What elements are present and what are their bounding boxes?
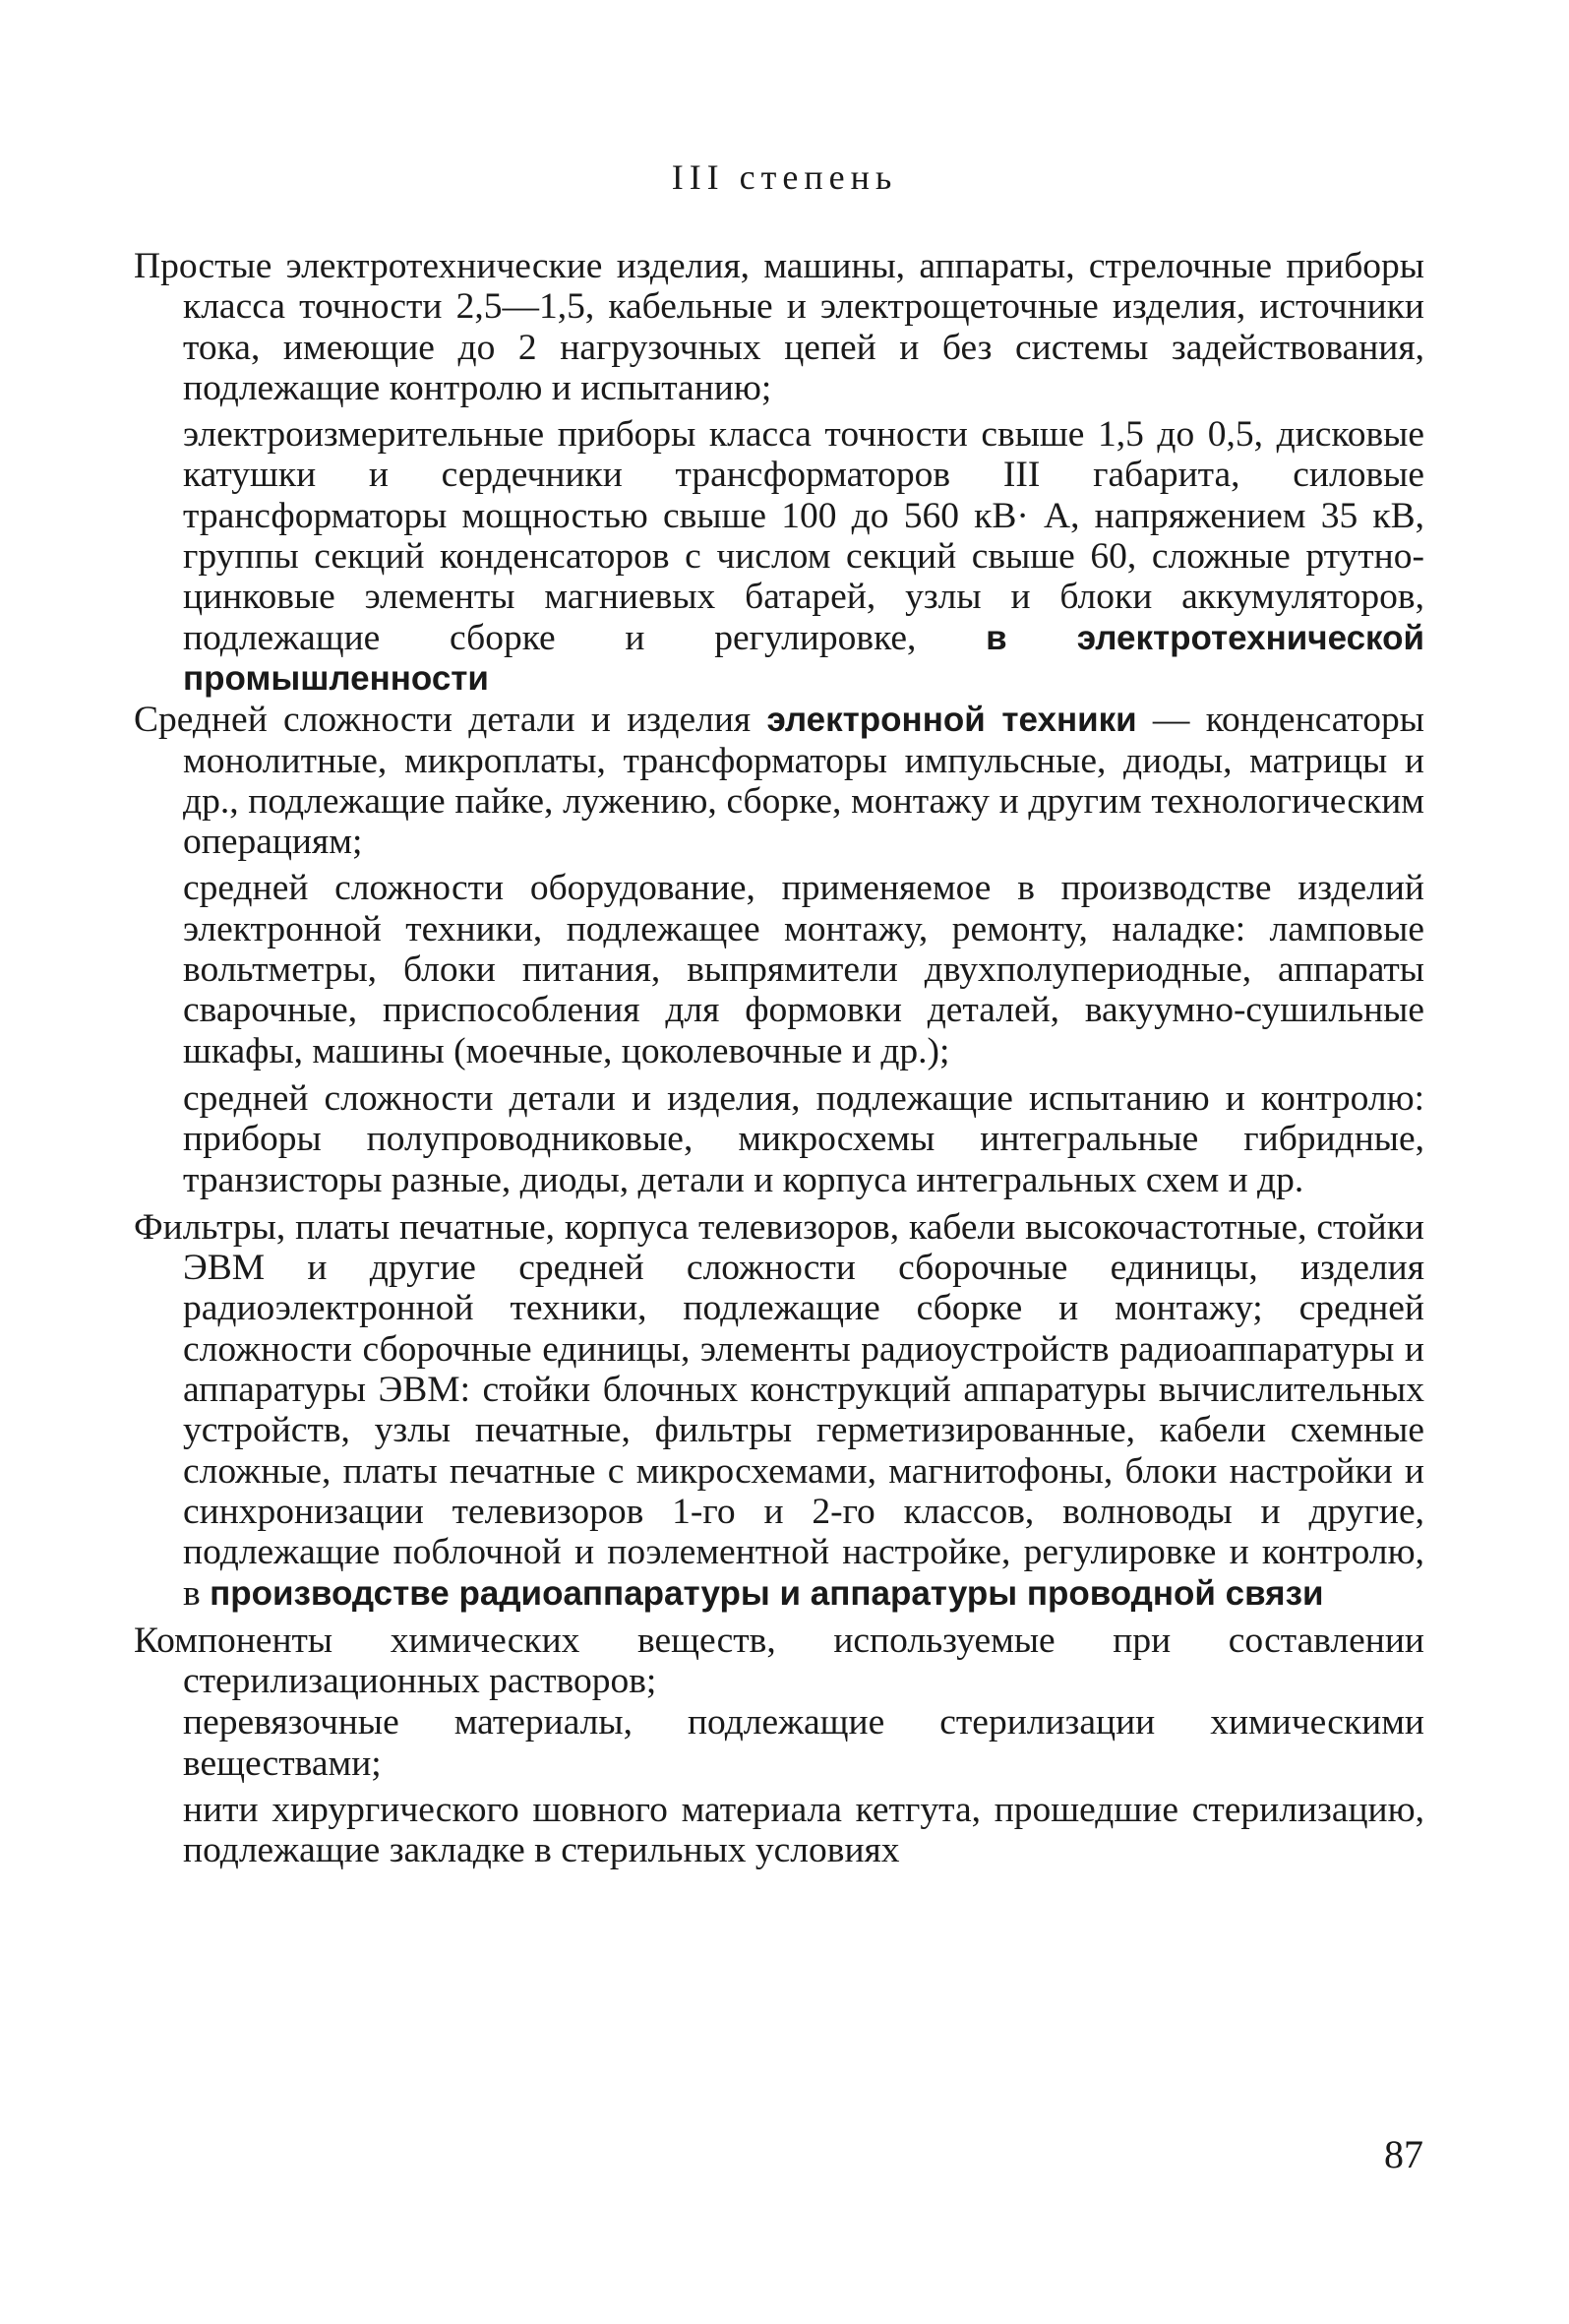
paragraph-dressing-materials — [134, 1702, 1424, 1784]
paragraph-text: нити хирургического шовного материала кетгута, прошедшие стерилизацию, подлежащие закладке в стерильных условиях — [183, 1789, 1424, 1871]
paragraph-text: Простые электротехнические изделия, машины, аппараты, стрелочные приборы класса точности 2,5—1,5, кабельные и электрощеточные изделия, источники тока, имеющие до 2 нагрузочных цепей и без системы задействования, подлежащие контролю и испытанию; — [134, 246, 1424, 408]
industry-label: электронной техники — [766, 701, 1137, 740]
paragraph-text: средней сложности оборудование, применяемое в производстве изделий электронной техники, подлежащее монтажу, ремонту, наладке: ламповые вольтметры, блоки питания, выпрямители двухполупериодные, аппараты сварочные, приспособления для формовки деталей, вакуумно-сушильные шкафы, машины (моечные, цоколевочные и др.); — [183, 868, 1424, 1071]
paragraph-radio-equipment — [134, 1207, 1424, 1614]
paragraph-text: перевязочные материалы, подлежащие стерилизации химическими веществами; — [183, 1702, 1424, 1784]
paragraph-text: Компоненты химических веществ, используемые при составлении стерилизационных растворов; — [134, 1620, 1424, 1702]
paragraph-text-lead: Средней сложности детали и изделия — [134, 700, 767, 741]
paragraph-text: электроизмерительные приборы класса точности свыше 1,5 до 0,5, дисковые катушки и сердечники трансформаторов III габарита, силовые трансформаторы мощностью свыше 100 до 560 кВ· А, напряжением 35 кВ, группы секций конденсаторов с числом секций свыше 60, сложные ртутно-цинковые элементы магниевых батарей, узлы и блоки аккумуляторов, подлежащие сборке и регулировке, — [183, 414, 1424, 658]
section-heading: III степень — [671, 157, 898, 197]
industry-label: в электротехнической промышленности — [183, 618, 1424, 698]
paragraph-electronic-equipment — [134, 868, 1424, 1070]
paragraph-chemical-components — [134, 1621, 1424, 1702]
paragraph-surgical-threads — [134, 1790, 1424, 1871]
paragraph-electronic-testing — [134, 1078, 1424, 1200]
paragraph-electro-measuring — [134, 414, 1424, 699]
paragraph-electrotechnical-simple — [134, 246, 1424, 408]
paragraph-electronic-parts — [134, 700, 1424, 862]
page-number: 87 — [1384, 2132, 1423, 2176]
paragraph-text: Фильтры, платы печатные, корпуса телевизоров, кабели высокочастотные, стойки ЭВМ и другие средней сложности сборочные единицы, изделия радиоэлектронной техники, подлежащие сборке и монтажу; средней сложности сборочные единицы, элементы радиоустройств радиоаппаратуры и аппаратуры ЭВМ: стойки блочных конструкций аппаратуры вычислительных устройств, узлы печатные, фильтры герметизированные, кабели схемные сложные, платы печатные с микросхемами, магнитофоны, блоки настройки и синхронизации телевизоров 1-го и 2-го классов, волноводы и другие, подлежащие поблочной и поэлементной настройке, регулировке и контролю, в — [134, 1206, 1424, 1614]
paragraph-text: — конденсаторы монолитные, микроплаты, трансформаторы импульсные, диоды, матрицы и др., подлежащие пайке, лужению, сборке, монтажу и другим технологическим операциям; — [183, 700, 1424, 863]
body-text — [134, 246, 1424, 1871]
industry-label: производстве радиоаппаратуры и аппаратуры проводной связи — [210, 1573, 1324, 1613]
paragraph-text: средней сложности детали и изделия, подлежащие испытанию и контролю: приборы полупроводниковые, микросхемы интегральные гибридные, транзисторы разные, диоды, детали и корпуса интегральных схем и др. — [183, 1077, 1424, 1200]
